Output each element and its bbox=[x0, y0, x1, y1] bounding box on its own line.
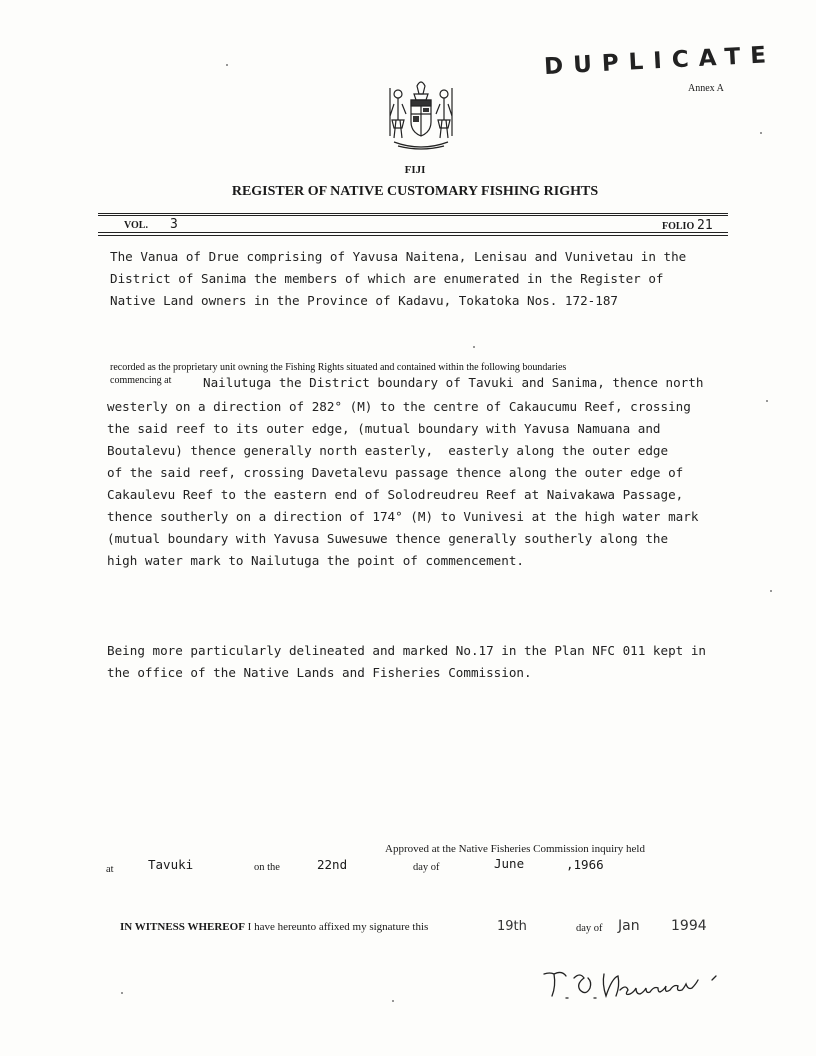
scan-speck bbox=[473, 346, 475, 348]
scan-speck bbox=[766, 400, 768, 402]
witness-month: Jan bbox=[618, 918, 640, 934]
duplicate-stamp: DUPLICATE bbox=[543, 41, 777, 81]
scan-speck bbox=[226, 64, 228, 66]
header-rule-bottom-2 bbox=[98, 235, 728, 236]
day-of-label: day of bbox=[413, 862, 440, 873]
scan-speck bbox=[392, 1000, 394, 1002]
register-title: REGISTER OF NATIVE CUSTOMARY FISHING RIGHTS bbox=[231, 184, 599, 199]
approval-place: Tavuki bbox=[148, 857, 194, 872]
header-rule-top bbox=[98, 213, 728, 214]
witness-day: 19th bbox=[497, 919, 527, 934]
at-label: at bbox=[106, 864, 114, 875]
boundary-line: the said reef to its outer edge, (mutual boundary with Yavusa Namuana and bbox=[107, 421, 661, 436]
boundary-line: westerly on a direction of 282° (M) to the centre of Cakaucumu Reef, crossing bbox=[107, 399, 691, 414]
folio-value: 21 bbox=[697, 218, 713, 233]
witness-rest: I have hereunto affixed my signature this bbox=[244, 921, 429, 933]
scan-speck bbox=[121, 992, 123, 994]
boundary-line: of the said reef, crossing Davetalevu passage thence along the outer edge of bbox=[107, 465, 684, 480]
boundary-line: Boutalevu) thence generally north easterly, easterly along the outer edge bbox=[107, 443, 669, 458]
scan-speck bbox=[770, 590, 772, 592]
delineation-line: Being more particularly delineated and marked No.17 in the Plan NFC 011 kept in bbox=[107, 643, 706, 658]
header-rule-bottom bbox=[98, 232, 728, 233]
unit-description-line: District of Sanima the members of which are enumerated in the Register of bbox=[110, 271, 664, 286]
unit-description-line: Native Land owners in the Province of Kadavu, Tokatoka Nos. 172-187 bbox=[110, 293, 618, 308]
vol-label: VOL. bbox=[124, 220, 148, 231]
approval-text: Approved at the Native Fisheries Commission inquiry held bbox=[385, 843, 645, 855]
boundary-line: Cakaulevu Reef to the eastern end of Solodreudreu Reef at Naivakawa Passage, bbox=[107, 487, 684, 502]
scan-speck bbox=[760, 132, 762, 134]
witness-bold: IN WITNESS WHEREOF bbox=[120, 921, 245, 933]
handwritten-signature bbox=[540, 968, 720, 1002]
witness-day-of-label: day of bbox=[576, 923, 603, 934]
recorded-text: recorded as the proprietary unit owning the Fishing Rights situated and contained within the following boundaries bbox=[110, 362, 567, 373]
witness-text bbox=[120, 921, 428, 933]
fiji-coat-of-arms-icon bbox=[384, 74, 458, 154]
witness-year: 1994 bbox=[671, 918, 707, 934]
header-rule-top-2 bbox=[98, 215, 728, 216]
approval-day: 22nd bbox=[317, 857, 348, 872]
country-heading: FIJI bbox=[404, 164, 426, 176]
commencing-label: commencing at bbox=[110, 375, 172, 386]
boundary-line: thence southerly on a direction of 174° (M) to Vunivesi at the high water mark bbox=[107, 509, 699, 524]
annex-label: Annex A bbox=[688, 83, 724, 94]
folio-label: FOLIO bbox=[662, 221, 695, 232]
unit-description-line: The Vanua of Drue comprising of Yavusa Naitena, Lenisau and Vunivetau in the bbox=[110, 249, 687, 264]
boundary-line: Nailutuga the District boundary of Tavuki and Sanima, thence north bbox=[203, 375, 704, 390]
vol-value: 3 bbox=[170, 217, 178, 232]
approval-year: ,1966 bbox=[566, 857, 604, 872]
boundary-line: high water mark to Nailutuga the point of commencement. bbox=[107, 553, 525, 568]
approval-month: June bbox=[494, 856, 525, 871]
on-the-label: on the bbox=[254, 862, 280, 873]
delineation-line: the office of the Native Lands and Fisheries Commission. bbox=[107, 665, 532, 680]
boundary-line: (mutual boundary with Yavusa Suwesuwe thence generally southerly along the bbox=[107, 531, 669, 546]
